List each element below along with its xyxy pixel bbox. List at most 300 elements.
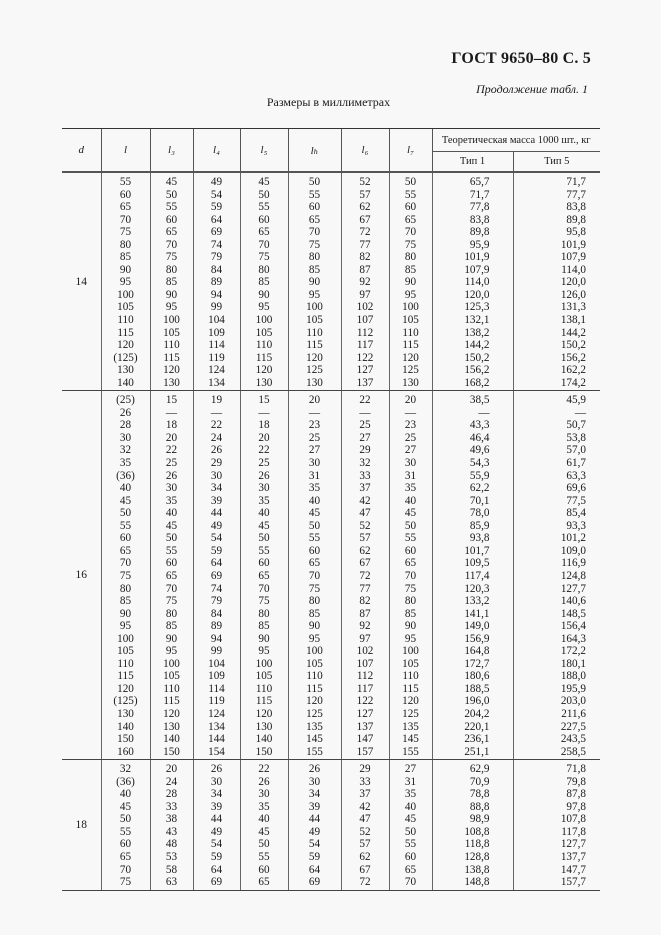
value-l5: 85 [258, 276, 270, 289]
value-l: (36) [116, 775, 135, 788]
value-type1: 172,7 [464, 657, 490, 670]
value-l5: 115 [255, 351, 273, 364]
col-header-lh: lₕ [288, 129, 341, 173]
value-l: 70 [119, 863, 132, 876]
value-l: 45 [119, 800, 132, 813]
value-l7: 23 [404, 419, 417, 432]
table-row-group [62, 172, 600, 391]
value-l5: 80 [258, 607, 270, 620]
value-l6: 29 [359, 763, 371, 776]
value-l6: 72 [359, 876, 371, 889]
value-l7: 115 [402, 682, 419, 695]
value-l: 110 [117, 314, 134, 327]
value-l7: 80 [404, 251, 417, 264]
value-type5: 89,8 [566, 213, 586, 226]
value-l6: 157 [356, 745, 374, 758]
value-lh: 20 [308, 394, 321, 407]
value-l6: 92 [359, 620, 371, 633]
value-l4: 29 [210, 457, 223, 470]
value-l5: 110 [255, 682, 273, 695]
value-l7: 120 [402, 351, 419, 364]
cell-l6 [341, 391, 389, 760]
value-l3: 50 [165, 532, 178, 545]
value-l7: — [404, 406, 417, 419]
value-type5: 203,0 [560, 695, 586, 708]
value-l: 65 [119, 544, 132, 557]
value-lh: 125 [306, 707, 323, 720]
value-type1: 118,8 [464, 838, 490, 851]
value-lh: 30 [308, 775, 321, 788]
value-lh: 75 [308, 238, 321, 251]
value-l6: 37 [359, 482, 371, 495]
value-l6: 87 [359, 263, 371, 276]
value-l4: 44 [210, 507, 223, 520]
value-type1: 70,1 [469, 494, 490, 507]
value-type1: 107,9 [464, 263, 490, 276]
value-l6: 112 [356, 670, 374, 683]
table-row-group [62, 391, 600, 760]
value-l: 32 [119, 763, 132, 776]
value-l4: 49 [210, 519, 223, 532]
value-lh: 100 [306, 301, 323, 314]
value-l4: 59 [210, 544, 223, 557]
value-type1: 49,6 [469, 444, 490, 457]
cell-l [101, 760, 150, 890]
value-lh: 40 [308, 494, 321, 507]
value-type1: — [478, 406, 490, 419]
value-l7: 65 [404, 213, 417, 226]
value-l4: 79 [210, 595, 223, 608]
value-l4: 114 [208, 339, 225, 352]
value-type5: 120,0 [560, 276, 586, 289]
cell-l7 [389, 391, 432, 760]
value-type5: 53,8 [566, 431, 586, 444]
value-l3: 58 [165, 863, 178, 876]
value-lh: 60 [308, 201, 321, 214]
table-row-group [62, 760, 600, 890]
value-type1: 62,9 [469, 763, 490, 776]
value-l5: 80 [258, 263, 270, 276]
value-l6: 92 [359, 276, 371, 289]
value-type1: 78,8 [469, 788, 490, 801]
value-lh: 26 [308, 763, 321, 776]
value-l4: 99 [210, 645, 223, 658]
value-l7: 55 [404, 838, 417, 851]
col-header-l7: l₇ [389, 129, 432, 173]
value-type1: 70,9 [469, 775, 490, 788]
value-l3: 75 [165, 595, 178, 608]
value-lh: 75 [308, 582, 321, 595]
value-l: 75 [119, 876, 132, 889]
value-l3: 90 [165, 632, 178, 645]
value-type5: 162,2 [560, 364, 586, 377]
value-l7: 75 [404, 582, 417, 595]
value-l: 85 [119, 595, 132, 608]
value-l6: 147 [356, 733, 374, 746]
value-l: 55 [119, 176, 132, 188]
value-l5: 110 [255, 339, 273, 352]
value-l4: 114 [208, 682, 225, 695]
value-type5: 156,2 [560, 351, 586, 364]
value-type1: 109,5 [464, 557, 490, 570]
value-l: 150 [117, 733, 134, 746]
value-type5: 124,8 [560, 569, 586, 582]
value-lh: 110 [306, 670, 323, 683]
value-l: 120 [117, 682, 134, 695]
value-type1: 149,0 [464, 620, 490, 633]
value-type5: 93,3 [566, 519, 586, 532]
value-l3: 50 [165, 188, 178, 201]
value-l6: 97 [359, 632, 371, 645]
value-l3: 90 [165, 288, 178, 301]
value-lh: 65 [308, 557, 321, 570]
value-l3: 65 [165, 226, 178, 239]
cell-l4 [193, 760, 240, 890]
value-type5: 127,7 [560, 582, 586, 595]
value-l: 65 [119, 850, 132, 863]
value-lh: 135 [306, 720, 323, 733]
col-header-l: l [101, 129, 150, 173]
value-l4: 44 [210, 813, 223, 826]
value-type1: 133,2 [464, 595, 490, 608]
value-type1: 120,0 [464, 288, 490, 301]
value-type5: 140,6 [560, 595, 586, 608]
value-type1: 114,0 [464, 276, 490, 289]
value-type1: 95,9 [469, 238, 490, 251]
value-type1: 78,0 [469, 507, 490, 520]
value-l7: 125 [402, 707, 419, 720]
value-l7: 80 [404, 595, 417, 608]
value-l4: 89 [210, 620, 223, 633]
value-l3: 80 [165, 607, 178, 620]
value-type5: 97,8 [566, 800, 586, 813]
value-l4: 64 [210, 863, 223, 876]
value-l3: 60 [165, 557, 178, 570]
value-lh: 50 [308, 176, 321, 188]
value-l6: 127 [356, 364, 374, 377]
value-l: 70 [119, 557, 132, 570]
value-l: 65 [119, 201, 132, 214]
value-l6: 42 [359, 800, 371, 813]
value-l7: 40 [404, 800, 417, 813]
value-lh: 80 [308, 595, 321, 608]
value-l7: 85 [404, 263, 417, 276]
value-l3: 150 [163, 745, 180, 758]
value-l: 45 [119, 494, 132, 507]
value-type5: 79,8 [566, 775, 586, 788]
value-l4: — [210, 406, 223, 419]
value-lh: 23 [308, 419, 321, 432]
value-l3: 38 [165, 813, 178, 826]
value-l3: 115 [163, 351, 180, 364]
value-type5: — [574, 406, 586, 419]
value-type1: 156,2 [464, 364, 490, 377]
value-l: 60 [119, 838, 132, 851]
value-l5: 25 [258, 457, 270, 470]
value-l: 50 [119, 507, 132, 520]
value-l4: 154 [208, 745, 225, 758]
value-l7: 110 [402, 326, 419, 339]
value-l7: 125 [402, 364, 419, 377]
value-l7: 105 [402, 657, 419, 670]
value-l3: 20 [165, 763, 178, 776]
value-l3: 100 [163, 314, 180, 327]
value-l6: 42 [359, 494, 371, 507]
col-header-type5: Тип 5 [513, 152, 600, 173]
value-l5: 50 [258, 188, 270, 201]
value-l3: 15 [165, 394, 178, 407]
value-l6: 25 [359, 419, 371, 432]
value-l5: 85 [258, 620, 270, 633]
value-l3: 24 [165, 775, 178, 788]
value-type5: 61,7 [566, 457, 586, 470]
value-l: 110 [117, 657, 134, 670]
value-l3: 22 [165, 444, 178, 457]
value-type5: 77,7 [566, 188, 586, 201]
value-l4: 69 [210, 226, 223, 239]
value-lh: 90 [308, 620, 321, 633]
value-l3: 55 [165, 201, 178, 214]
cell-l7 [389, 172, 432, 391]
value-l4: 109 [208, 326, 225, 339]
value-l7: 120 [402, 695, 419, 708]
value-l5: 50 [258, 532, 270, 545]
value-l6: 107 [356, 314, 374, 327]
value-type5: 172,2 [560, 645, 586, 658]
value-type1: 89,8 [469, 226, 490, 239]
value-l4: 104 [208, 314, 225, 327]
value-type1: 180,6 [464, 670, 490, 683]
value-type5: 126,0 [560, 288, 586, 301]
col-header-l6: l₆ [341, 129, 389, 173]
value-type1: 46,4 [469, 431, 490, 444]
cell-l3 [150, 172, 193, 391]
value-l: 80 [119, 582, 132, 595]
diameter-cell [62, 391, 101, 760]
value-l4: 94 [210, 288, 223, 301]
value-l3: 110 [163, 682, 180, 695]
value-l6: 32 [359, 457, 371, 470]
value-l6: 67 [359, 863, 371, 876]
value-l: 120 [117, 339, 134, 352]
value-l5: 115 [255, 695, 273, 708]
value-type1: 220,1 [464, 720, 490, 733]
value-type5: 71,8 [566, 763, 586, 776]
value-l: 28 [119, 419, 132, 432]
value-l3: 48 [165, 838, 178, 851]
value-l5: 75 [258, 251, 270, 264]
value-l4: 49 [210, 176, 223, 188]
value-l3: 85 [165, 620, 178, 633]
value-l6: 33 [359, 469, 371, 482]
diameter-cell [62, 172, 101, 391]
value-l4: 30 [210, 469, 223, 482]
value-l5: 140 [255, 733, 273, 746]
value-type1: 120,3 [464, 582, 490, 595]
value-l4: 79 [210, 251, 223, 264]
value-l4: 19 [210, 394, 223, 407]
value-lh: 59 [308, 850, 321, 863]
value-lh: 95 [308, 632, 321, 645]
value-lh: 35 [308, 482, 321, 495]
value-l7: 55 [404, 532, 417, 545]
value-l6: 67 [359, 213, 371, 226]
value-type1: 83,8 [469, 213, 490, 226]
value-l: 50 [119, 813, 132, 826]
value-l4: 24 [210, 431, 223, 444]
value-l4: 54 [210, 188, 223, 201]
diameter-value: 18 [75, 818, 87, 831]
value-l4: 89 [210, 276, 223, 289]
value-l: 160 [117, 745, 134, 758]
value-l: (125) [113, 351, 138, 364]
value-l7: 155 [402, 745, 419, 758]
value-lh: 105 [306, 314, 323, 327]
value-l: 90 [119, 607, 132, 620]
value-type5: 164,3 [560, 632, 586, 645]
value-type1: 101,7 [464, 544, 490, 557]
value-type5: 95,8 [566, 226, 586, 239]
value-l4: 84 [210, 607, 223, 620]
value-l6: 77 [359, 582, 371, 595]
value-l6: 29 [359, 444, 371, 457]
value-l4: 69 [210, 569, 223, 582]
value-l5: 50 [258, 838, 270, 851]
value-l6: 87 [359, 607, 371, 620]
dimensions-table [62, 128, 600, 891]
value-l5: 20 [258, 431, 270, 444]
value-l3: — [165, 406, 178, 419]
value-type5: 227,5 [560, 720, 586, 733]
value-l3: 45 [165, 519, 178, 532]
value-l6: 77 [359, 238, 371, 251]
cell-l3 [150, 391, 193, 760]
value-lh: 115 [306, 682, 323, 695]
value-l5: 30 [258, 788, 270, 801]
value-type1: 55,9 [469, 469, 490, 482]
value-l7: 60 [404, 850, 417, 863]
value-type5: 71,7 [566, 176, 586, 188]
value-l3: 60 [165, 213, 178, 226]
value-l7: 40 [404, 494, 417, 507]
value-lh: 155 [306, 745, 323, 758]
value-l7: 50 [404, 825, 417, 838]
value-l5: 26 [258, 775, 270, 788]
value-type1: 150,2 [464, 351, 490, 364]
value-l7: 45 [404, 507, 417, 520]
value-l7: 35 [404, 788, 417, 801]
cell-type5 [513, 760, 600, 890]
value-lh: 130 [306, 376, 323, 389]
value-l4: 144 [208, 733, 225, 746]
value-l5: 105 [255, 326, 273, 339]
value-type1: 168,2 [464, 376, 490, 389]
value-type5: 57,0 [566, 444, 586, 457]
value-l: 26 [119, 406, 132, 419]
value-type5: 148,5 [560, 607, 586, 620]
value-type5: 131,3 [560, 301, 586, 314]
value-type5: 157,7 [560, 876, 586, 889]
value-l5: 55 [258, 544, 270, 557]
value-l3: 95 [165, 301, 178, 314]
value-l6: 102 [356, 301, 374, 314]
value-l5: 90 [258, 288, 270, 301]
value-type1: 141,1 [464, 607, 490, 620]
value-l6: 52 [359, 519, 371, 532]
value-l7: 45 [404, 813, 417, 826]
value-lh: 70 [308, 569, 321, 582]
value-lh: 30 [308, 457, 321, 470]
value-type1: 88,8 [469, 800, 490, 813]
value-l4: 104 [208, 657, 225, 670]
value-lh: 120 [306, 695, 323, 708]
value-l7: 135 [402, 720, 419, 733]
value-l: 55 [119, 825, 132, 838]
value-type5: 180,1 [560, 657, 586, 670]
value-type1: 101,9 [464, 251, 490, 264]
value-type1: 65,7 [469, 176, 490, 188]
value-lh: 60 [308, 544, 321, 557]
value-l4: 34 [210, 788, 223, 801]
value-l: 130 [117, 364, 134, 377]
cell-l5 [240, 172, 288, 391]
value-l5: 60 [258, 213, 270, 226]
value-type5: 87,8 [566, 788, 586, 801]
value-l: 80 [119, 238, 132, 251]
value-l7: 31 [404, 775, 417, 788]
value-lh: 31 [308, 469, 321, 482]
value-l3: 55 [165, 544, 178, 557]
cell-l7 [389, 760, 432, 890]
value-l5: 120 [255, 707, 273, 720]
value-type5: 101,2 [560, 532, 586, 545]
value-l4: 54 [210, 838, 223, 851]
value-l: (25) [116, 394, 135, 407]
value-l4: 26 [210, 444, 223, 457]
cell-l [101, 172, 150, 391]
value-l3: 33 [165, 800, 178, 813]
value-l7: 110 [402, 670, 419, 683]
value-l: 75 [119, 226, 132, 239]
value-l5: 40 [258, 813, 270, 826]
value-l4: 109 [208, 670, 225, 683]
value-type1: 204,2 [464, 707, 490, 720]
value-l7: 90 [404, 620, 417, 633]
value-l3: 100 [163, 657, 180, 670]
value-l7: 27 [404, 763, 417, 776]
value-type1: 117,4 [464, 569, 490, 582]
value-type5: 101,9 [560, 238, 586, 251]
value-lh: 64 [308, 863, 321, 876]
value-type1: 196,0 [464, 695, 490, 708]
cell-type1 [432, 172, 513, 391]
value-type5: 63,3 [566, 469, 586, 482]
value-l3: 25 [165, 457, 178, 470]
value-type1: 93,8 [469, 532, 490, 545]
value-l7: 55 [404, 188, 417, 201]
cell-l5 [240, 760, 288, 890]
value-l5: 15 [258, 394, 270, 407]
value-l4: 69 [210, 876, 223, 889]
value-l4: 59 [210, 201, 223, 214]
value-l5: 60 [258, 557, 270, 570]
units-caption: Размеры в миллиметрах [266, 95, 391, 109]
value-l4: 22 [210, 419, 223, 432]
standard-header: ГОСТ 9650–80 С. 5 [451, 50, 591, 67]
value-type1: 156,9 [464, 632, 490, 645]
value-l6: 33 [359, 775, 371, 788]
value-l6: 27 [359, 431, 371, 444]
